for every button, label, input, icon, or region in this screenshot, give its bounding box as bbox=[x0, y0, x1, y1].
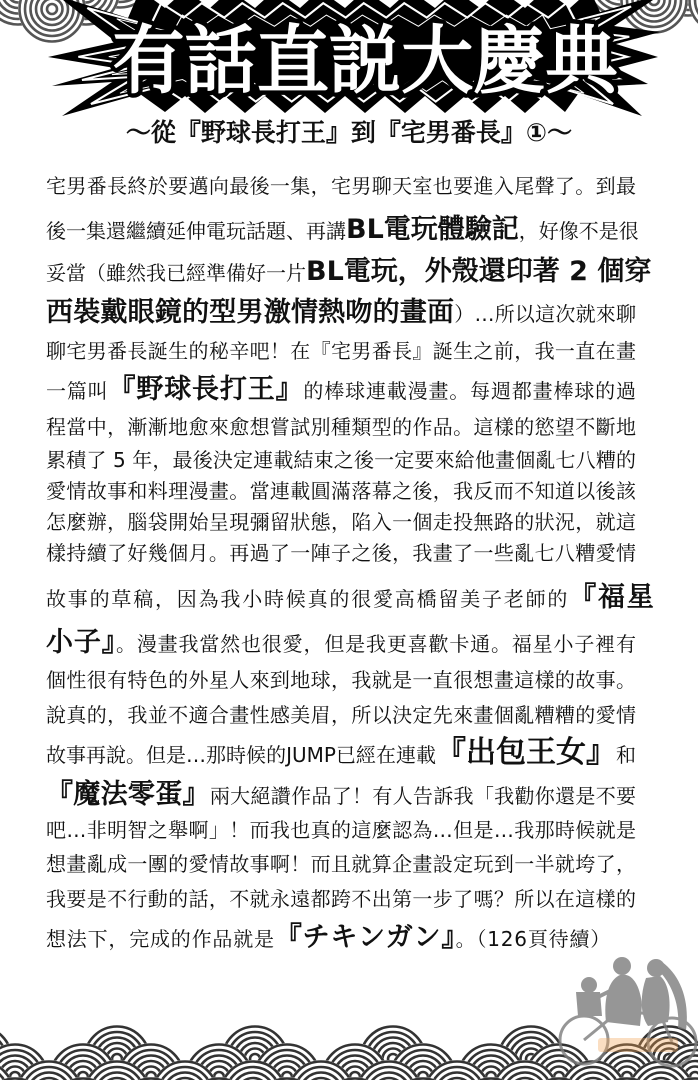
text-segment: 妥當（雖然我已經準備好一片 bbox=[46, 261, 306, 285]
text-segment: 我要是不行動的話，不就永遠都跨不出第一步了嗎？所以在這樣的 bbox=[46, 887, 636, 911]
text-segment: 累積了 5 年，最後決定連載結束之後一定要來給他畫個亂七八糟的 bbox=[46, 448, 636, 472]
article-body bbox=[46, 0, 656, 1000]
emphasis-segment: 『チキンガン』 bbox=[274, 922, 456, 953]
text-segment: 怎麼辦，腦袋開始呈現彌留狀態，陷入一個走投無路的狀況，就這 bbox=[46, 510, 636, 534]
article-line bbox=[46, 299, 636, 328]
emphasis-segment: 小子』 bbox=[46, 627, 116, 658]
text-segment: 故事的草稿，因為我小時候真的很愛高橋留美子老師的 bbox=[46, 587, 570, 611]
emphasis-segment: 西裝戴眼鏡的型男激情熱吻的畫面 bbox=[46, 297, 455, 328]
emphasis-segment: 『魔法零蛋』 bbox=[46, 779, 210, 810]
emphasis-segment: 『福星 bbox=[569, 582, 656, 613]
article-line bbox=[46, 214, 639, 245]
text-segment: ）…所以這次就來聊 bbox=[454, 302, 637, 326]
text-segment: 宅男番長終於要邁向最後一集，宅男聊天室也要進入尾聲了。到最 bbox=[46, 174, 636, 198]
text-segment: 的棒球連載漫畫。每週都畫棒球的過 bbox=[303, 379, 637, 403]
text-segment: 愛情故事和料理漫畫。當連載圓滿落幕之後，我反而不知道以後該 bbox=[46, 479, 636, 503]
article-line bbox=[46, 850, 636, 878]
text-segment: 兩大絕讚作品了！有人告訴我「我勸你還是不要 bbox=[209, 784, 637, 808]
text-segment: 。漫畫我當然也很愛，但是我更喜歡卡通。福星小子裡有 bbox=[116, 632, 636, 656]
text-segment: 程當中，漸漸地愈來愈想嘗試別種類型的作品。這樣的慾望不斷地 bbox=[46, 415, 636, 439]
text-segment: 樣持續了好幾個月。再過了一陣子之後，我畫了一些亂七八糟愛情 bbox=[46, 541, 636, 565]
article-line bbox=[46, 735, 637, 770]
article-line bbox=[46, 376, 636, 405]
text-segment: 聊宅男番長誕生的秘辛吧！在『宅男番長』誕生之前，我一直在畫 bbox=[46, 339, 636, 363]
text-segment: 想畫亂成一團的愛情故事啊！而且就算企畫設定玩到一半就垮了， bbox=[46, 852, 636, 876]
article-line bbox=[46, 172, 636, 200]
text-segment: 後一集還繼續延伸電玩話題、再講 bbox=[46, 219, 346, 243]
page-title: 有話直説大慶典 bbox=[112, 18, 622, 104]
page-subtitle: ～從『野球長打王』到『宅男番長』①～ bbox=[125, 118, 573, 147]
article-line bbox=[46, 582, 656, 613]
emphasis-segment: BL電玩，外殼還印著 2 個穿 bbox=[306, 256, 652, 287]
footer-decoration bbox=[0, 940, 698, 1080]
article-line bbox=[46, 413, 636, 441]
emphasis-segment: 『出包王女』 bbox=[435, 735, 617, 770]
text-segment: 個性很有特色的外星人來到地球，我就是一直很想畫這樣的故事。 bbox=[46, 668, 636, 692]
article-line bbox=[46, 629, 636, 658]
text-segment: 說真的，我並不適合畫性感美眉，所以決定先來畫個亂糟糟的愛情 bbox=[46, 703, 636, 727]
text-segment: 一篇叫 bbox=[46, 379, 109, 403]
article-line bbox=[46, 477, 636, 505]
article-line bbox=[46, 816, 636, 844]
watermark-smudge bbox=[598, 1038, 678, 1052]
article-line bbox=[46, 337, 636, 365]
text-segment: 想法下，完成的作品就是 bbox=[46, 927, 275, 951]
emphasis-segment: BL電玩體驗記 bbox=[346, 214, 519, 245]
article-line bbox=[46, 666, 636, 694]
text-segment: 故事再說。但是…那時候的JUMP已經在連載 bbox=[46, 743, 436, 767]
text-segment: 和 bbox=[616, 743, 637, 767]
text-segment: 吧…非明智之舉啊」！而我也真的這麼認為…但是…我那時候就是 bbox=[46, 818, 636, 842]
article-line bbox=[46, 781, 636, 810]
text-segment: 。（126頁待續） bbox=[455, 927, 612, 951]
article-line bbox=[46, 256, 652, 287]
text-segment: ，好像不是很 bbox=[518, 219, 639, 243]
article-line bbox=[46, 508, 636, 536]
article-line bbox=[46, 885, 636, 913]
article-line bbox=[46, 539, 636, 567]
article-line bbox=[46, 446, 636, 474]
emphasis-segment: 『野球長打王』 bbox=[108, 374, 304, 405]
article-line bbox=[46, 701, 636, 729]
